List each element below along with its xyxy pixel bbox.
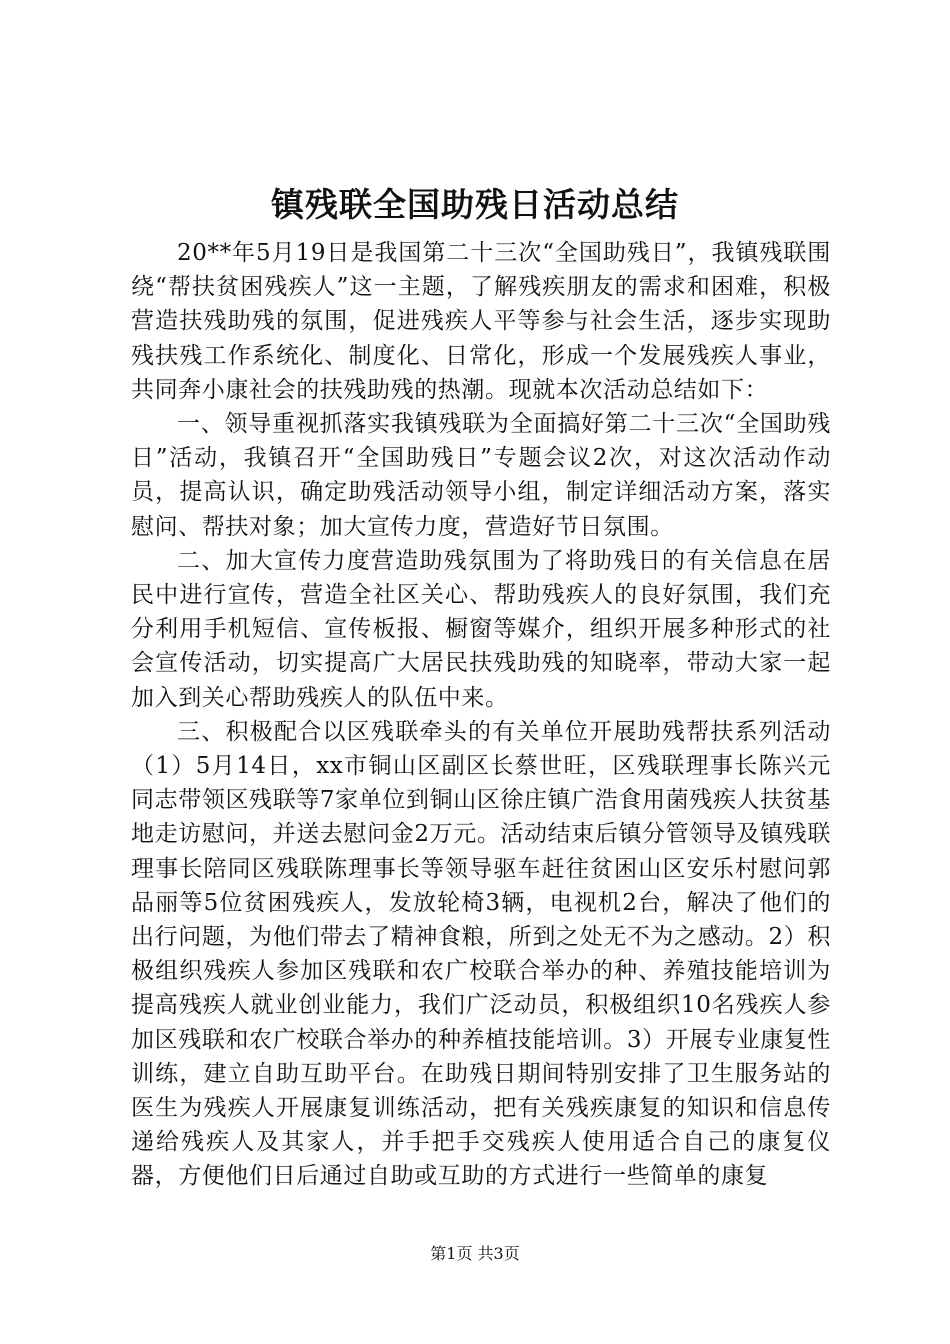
paragraph-section-2: 二、加大宣传力度营造助残氛围为了将助残日的有关信息在居民中进行宣传，营造全社区关心、帮助残疾人的良好氛围，我们充分利用手机短信、宣传板报、橱窗等媒介，组织开展多种形式的社会宣传活动，切实提高广大居民扶残助残的知晓率，带动大家一起加入到关心帮助残疾人的队伍中来。 (131, 547, 831, 711)
paragraph-section-3: 三、积极配合以区残联牵头的有关单位开展助残帮扶系列活动（1）5月14日，xx市铜山区副区长蔡世旺，区残联理事长陈兴元同志带领区残联等7家单位到铜山区徐庄镇广浩食用菌残疾人扶贫基地走访慰问，并送去慰问金2万元。活动结束后镇分管领导及镇残联理事长陪同区残联陈理事长等领导驱车赶往贫困山区安乐村慰问郭品丽等5位贫困残疾人，发放轮椅3辆，电视机2台，解决了他们的出行问题，为他们带去了精神食粮，所到之处无不为之感动。2）积极组织残疾人参加区残联和农广校联合举办的种、养殖技能培训为提高残疾人就业创业能力，我们广泛动员，积极组织10名残疾人参加区残联和农广校联合举办的种养植技能培训。3）开展专业康复性训练，建立自助互助平台。在助残日期间特别安排了卫生服务站的医生为残疾人开展康复训练活动，把有关残疾康复的知识和信息传递给残疾人及其家人，并手把手交残疾人使用适合自己的康复仪器，方便他们日后通过自助或互助的方式进行一些简单的康复 (131, 718, 831, 1190)
document-title: 镇残联全国助残日活动总结 (271, 185, 679, 224)
paragraph-intro: 20**年5月19日是我国第二十三次“全国助残日”，我镇残联围绕“帮扶贫困残疾人”这一主题，了解残疾朋友的需求和困难，积极营造扶残助残的氛围，促进残疾人平等参与社会生活，逐步实现助残扶残工作系统化、制度化、日常化，形成一个发展残疾人事业，共同奔小康社会的扶残助残的热潮。现就本次活动总结如下： (131, 240, 831, 403)
page-number-footer: 第1页 共3页 (430, 1244, 520, 1263)
paragraph-section-1: 一、领导重视抓落实我镇残联为全面搞好第二十三次“全国助残日”活动，我镇召开“全国助残日”专题会议2次，对这次活动作动员，提高认识，确定助残活动领导小组，制定详细活动方案，落实慰问、帮扶对象；加大宣传力度，营造好节日氛围。 (131, 411, 831, 540)
document-body (131, 236, 831, 1194)
